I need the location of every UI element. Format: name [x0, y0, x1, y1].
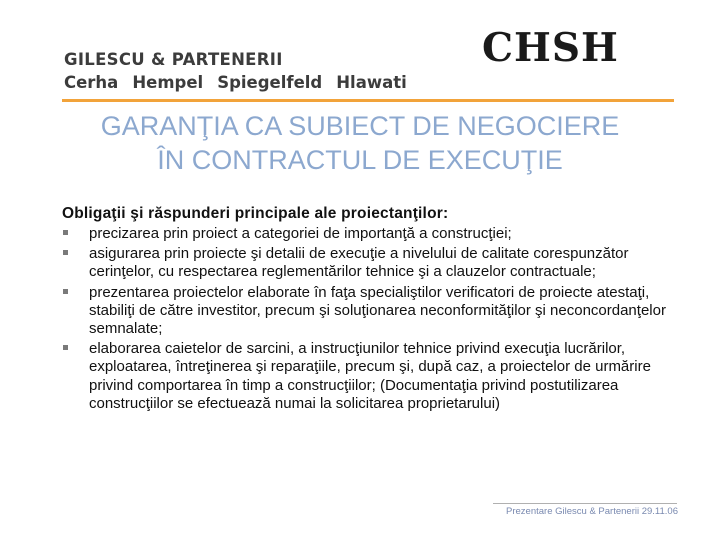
- partner-names: [64, 72, 421, 94]
- square-bullet-icon: [63, 289, 68, 294]
- slide-title: [40, 109, 680, 177]
- square-bullet-icon: [63, 345, 68, 350]
- list-item-text: prezentarea proiectelor elaborate în faţa specialiştilor verificatori de proiecte atestaţi, stabiliţi de către investitor, precum şi soluţionarea neconformităţilor şi neconcordanţelor semnalate;: [89, 283, 666, 338]
- list-item: [62, 284, 677, 339]
- content-heading: Obligaţii şi răspunderi principale ale proiectanţilor:: [62, 205, 449, 222]
- square-bullet-icon: [63, 230, 68, 235]
- list-item-text: precizarea prin proiect a categoriei de importanţă a construcţiei;: [89, 225, 512, 242]
- slide-content: [62, 204, 677, 413]
- footer-divider: [493, 503, 677, 504]
- list-item: [62, 340, 677, 413]
- partner-name: Hempel: [132, 73, 204, 92]
- chsh-logo: CHSH: [482, 25, 619, 71]
- list-item: [62, 245, 677, 281]
- partner-name: Hlawati: [336, 73, 407, 92]
- partner-name: Cerha: [64, 73, 119, 92]
- bullet-list: [62, 225, 677, 413]
- list-item-text: asigurarea prin proiecte şi detalii de execuţie a nivelului de calitate corespunzător cerinţelor, cu respectarea reglementărilor tehnice şi a clauzelor contractuale;: [89, 245, 629, 281]
- header-divider: [62, 99, 674, 102]
- title-line-1: GARANŢIA CA SUBIECT DE NEGOCIERE: [100, 111, 620, 141]
- firm-logo: [64, 50, 421, 94]
- firm-name: GILESCU & PARTENERII: [64, 50, 283, 69]
- footer-text: Prezentare Gilescu & Partenerii 29.11.06: [506, 506, 678, 517]
- title-line-2: ÎN CONTRACTUL DE EXECUŢIE: [157, 145, 563, 175]
- square-bullet-icon: [63, 250, 68, 255]
- partner-name: Spiegelfeld: [217, 73, 323, 92]
- list-item-text: elaborarea caietelor de sarcini, a instrucţiunilor tehnice privind execuţia lucrărilor, exploatarea, întreţinerea şi reparaţiile, precum şi, după caz, a proiectelor de urmărire privind comportarea în timp a construcţiilor; (Documentaţia privind postutilizarea construcţiilor se efectuează numai la solicitarea proprietarului): [89, 340, 651, 412]
- list-item: [62, 225, 677, 243]
